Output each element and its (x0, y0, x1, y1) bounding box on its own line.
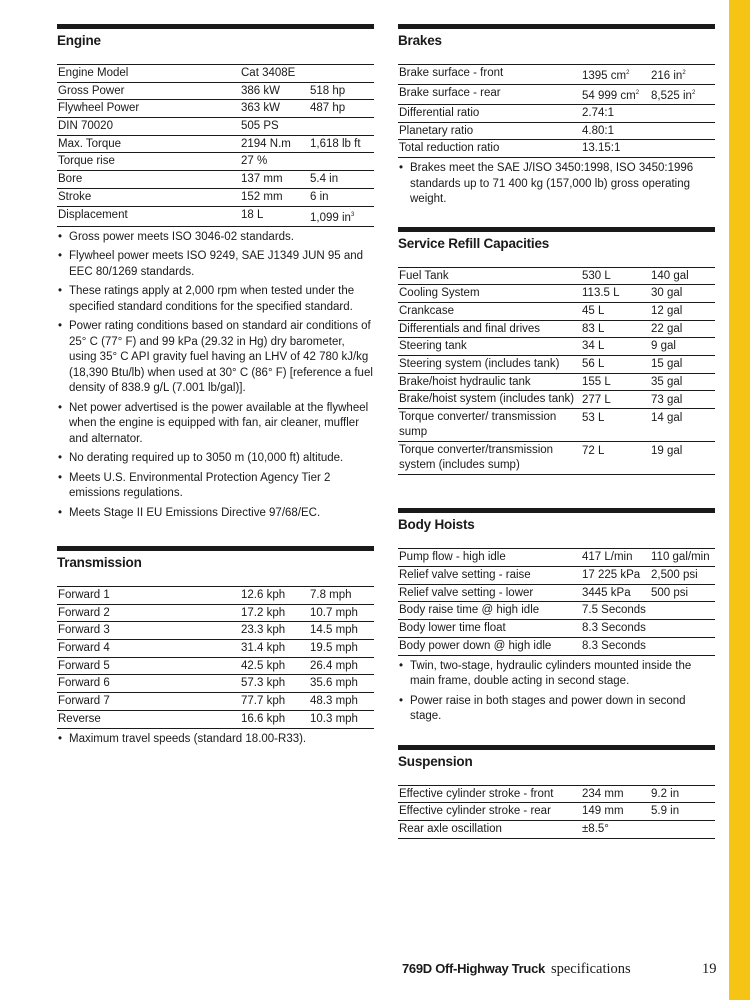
table-row (57, 118, 374, 136)
table-row (57, 135, 374, 153)
suspension-table (398, 785, 715, 839)
row-v2: 48.3 mph (310, 695, 358, 708)
table-row (398, 356, 715, 374)
table-row (57, 153, 374, 171)
yellow-edge-bar (729, 0, 750, 1000)
table-row (398, 140, 715, 158)
row-label: Forward 7 (58, 695, 110, 708)
row-label: Torque converter/ transmission sump (399, 411, 557, 439)
row-v1: 83 L (582, 322, 605, 335)
row-label: Brake/hoist system (includes tank) (399, 393, 575, 406)
row-label: Total reduction ratio (399, 142, 500, 155)
table-row (398, 105, 715, 123)
note-item: • Power raise in both stages and power down in second stage. (398, 694, 715, 725)
row-v2 (309, 118, 374, 136)
row-v2: 5.4 in (310, 173, 339, 186)
note-item: • Meets U.S. Environmental Protection Agency Tier 2 emissions regulations. (57, 471, 374, 502)
footer-model: 769D Off-Highway Truck (402, 961, 545, 976)
table-row (398, 267, 715, 285)
brakes-section (398, 24, 715, 208)
row-v2: 26.4 mph (310, 659, 358, 672)
note-item: • Net power advertised is the power available at the flywheel when the engine is equipped with fan, air cleaner, muffler and alternator. (57, 401, 374, 448)
table-row (398, 302, 715, 320)
row-v2: 7.8 mph (310, 589, 352, 601)
engine-title: Engine (57, 33, 101, 48)
table-row (398, 620, 715, 638)
table-row (398, 602, 715, 620)
row-v1: 277 L (582, 394, 611, 407)
table-row (398, 391, 715, 409)
row-v1: 155 L (582, 375, 611, 388)
row-v2: 30 gal (651, 287, 683, 300)
table-row (398, 820, 715, 838)
row-label: Torque converter/transmission system (includes sump) (399, 444, 554, 472)
row-v2 (650, 122, 715, 140)
table-row (398, 285, 715, 303)
table-row (57, 604, 374, 622)
row-v2 (309, 153, 374, 171)
row-v1: 530 L (582, 269, 611, 282)
row-v2: 2,500 psi (651, 569, 698, 582)
note-item: • Maximum travel speeds (standard 18.00-R33). (57, 732, 374, 748)
table-row (57, 65, 374, 83)
row-label: Brake surface - rear (399, 87, 501, 99)
row-v1: 4.80:1 (582, 124, 614, 137)
row-v1: 8.3 Seconds (582, 639, 646, 652)
brakes-title: Brakes (398, 33, 442, 48)
table-row (398, 584, 715, 602)
brakes-notes (398, 161, 715, 208)
row-v2 (650, 620, 715, 638)
table-row (398, 567, 715, 585)
page-footer (402, 961, 722, 978)
row-v1: 386 kW (241, 84, 280, 97)
row-v2: 19.5 mph (310, 642, 358, 655)
engine-table (57, 64, 374, 227)
note-item: • Gross power meets ISO 3046-02 standards. (57, 230, 374, 246)
row-label: Forward 5 (58, 659, 110, 672)
row-v1: 1395 $cm^2$ (582, 70, 630, 82)
row-v2: 22 gal (651, 322, 683, 335)
row-v1: 42.5 kph (241, 659, 286, 672)
left-column (57, 24, 374, 751)
brakes-table (398, 64, 715, 158)
row-v1: 45 L (582, 304, 605, 317)
hoists-title: Body Hoists (398, 517, 475, 533)
row-v1: 2.74:1 (582, 107, 614, 119)
row-v1: 34 L (582, 340, 605, 353)
note-item: • Power rating conditions based on standard air conditions of 25° C (77° F) and 99 kPa (29.32 in Hg) dry barometer, using 35° C API gravity fuel having an LHV of 42 780 kJ/kg (18,390 Btu/lb) when used at 30° C (86° F) [reference a fuel density of 838.9 g/L (7.001 lb/gal)]. (57, 319, 374, 397)
row-v2: 14.5 mph (310, 624, 358, 637)
row-label: Max. Torque (58, 137, 122, 150)
row-label: Reverse (58, 712, 101, 725)
suspension-section (398, 745, 715, 839)
row-v2: 1,099 $in^3$ (310, 211, 355, 224)
row-label: Forward 6 (58, 677, 110, 690)
row-v1: 363 kW (241, 102, 280, 115)
row-v1: 149 mm (582, 805, 624, 818)
row-v2: 518 hp (310, 84, 346, 97)
row-label: Brake surface - front (399, 67, 504, 79)
row-label: Forward 2 (58, 606, 110, 619)
hoists-section (398, 508, 715, 724)
row-v2: 35 gal (651, 375, 683, 388)
row-v1: 72 L (582, 445, 605, 458)
table-row (57, 657, 374, 675)
row-label: Brake/hoist hydraulic tank (399, 375, 531, 388)
row-v2: 10.3 mph (310, 712, 358, 725)
row-label: Cooling System (399, 287, 480, 300)
row-v2 (650, 820, 715, 838)
row-v1: 8.3 Seconds (582, 622, 646, 635)
row-label: Forward 1 (58, 589, 110, 601)
row-v2: 110 gal/min (651, 551, 710, 564)
row-v1: 56 L (582, 358, 605, 370)
row-v2: 9.2 in (651, 787, 680, 800)
row-v1: 13.15:1 (582, 142, 621, 155)
row-label: Body power down @ high idle (399, 639, 552, 652)
row-v1: 23.3 kph (241, 624, 286, 637)
table-row (57, 188, 374, 206)
row-v2: 12 gal (651, 304, 683, 317)
row-label: Torque rise (58, 155, 115, 168)
table-row (398, 637, 715, 655)
table-row (398, 409, 715, 442)
note-item: • Twin, two-stage, hydraulic cylinders mounted inside the main frame, double acting in second stage. (398, 659, 715, 690)
row-v1: 77.7 kph (241, 695, 286, 708)
table-row (57, 587, 374, 605)
row-label: Differentials and final drives (399, 322, 541, 335)
service-table (398, 267, 715, 476)
table-row (57, 171, 374, 189)
row-v1: 17 225 kPa (582, 569, 641, 582)
row-v2: 14 gal (651, 412, 683, 425)
row-label: Displacement (58, 208, 128, 221)
table-row (57, 710, 374, 728)
footer-label: specifications (550, 961, 631, 977)
row-v2: 10.7 mph (310, 606, 358, 619)
table-row (398, 338, 715, 356)
table-row (57, 82, 374, 100)
table-row (57, 693, 374, 711)
row-v2 (309, 65, 374, 83)
row-v1: 18 L (241, 208, 264, 221)
row-v1: 137 mm (241, 173, 283, 186)
transmission-notes (57, 732, 374, 748)
row-v2: 8,525 $in^2$ (651, 90, 696, 102)
row-label: Engine Model (58, 67, 129, 79)
row-v2: 9 gal (651, 340, 676, 353)
table-row (398, 442, 715, 475)
row-v2: 1,618 lb ft (310, 137, 361, 150)
service-title: Service Refill Capacities (398, 235, 550, 251)
row-v1: 505 PS (241, 120, 279, 133)
row-v1: 7.5 Seconds (582, 604, 646, 617)
row-v1: 57.3 kph (241, 677, 286, 690)
row-label: Body lower time float (399, 622, 506, 635)
hoists-table (398, 548, 715, 655)
table-row (398, 65, 715, 85)
row-label: Body raise time @ high idle (399, 604, 540, 617)
table-row (398, 373, 715, 391)
note-item: • Meets Stage II EU Emissions Directive 97/68/EC. (57, 506, 374, 522)
row-v2: 6 in (310, 190, 329, 203)
row-v2 (650, 637, 715, 655)
row-v2: 73 gal (651, 394, 683, 407)
row-v2: 35.6 mph (310, 677, 358, 690)
row-label: Differential ratio (399, 107, 480, 119)
table-row (398, 803, 715, 821)
row-v1: 54 999 $cm^2$ (582, 90, 640, 102)
table-row (57, 206, 374, 226)
row-v2: 216 $in^2$ (651, 70, 686, 82)
note-item: • Brakes meet the SAE J/ISO 3450:1998, ISO 3450:1996 standards up to 71 400 kg (157,000 lb) gross operating weight. (398, 161, 715, 208)
row-label: Crankcase (399, 304, 454, 317)
row-v1: 3445 kPa (582, 586, 631, 599)
row-v1: 12.6 kph (241, 589, 286, 601)
suspension-title: Suspension (398, 753, 473, 769)
row-label: Relief valve setting - raise (399, 569, 531, 582)
table-row (398, 549, 715, 567)
row-label: DIN 70020 (58, 120, 113, 133)
row-v1: 417 L/min (582, 551, 633, 564)
table-row (57, 622, 374, 640)
row-label: Flywheel Power (58, 102, 140, 115)
page-number: 19 (702, 961, 717, 977)
row-v1: 31.4 kph (241, 642, 286, 655)
table-row (57, 100, 374, 118)
row-v2 (650, 105, 715, 123)
row-label: Steering system (includes tank) (399, 358, 560, 370)
note-item: • Flywheel power meets ISO 9249, SAE J1349 JUN 95 and EEC 80/1269 standards. (57, 249, 374, 280)
table-row (398, 320, 715, 338)
row-label: Rear axle oscillation (399, 822, 502, 835)
service-section (398, 227, 715, 476)
transmission-title: Transmission (57, 555, 142, 570)
row-label: Effective cylinder stroke - front (399, 787, 554, 800)
note-item: • No derating required up to 3050 m (10,000 ft) altitude. (57, 451, 374, 467)
row-label: Effective cylinder stroke - rear (399, 805, 551, 818)
row-label: Forward 3 (58, 624, 110, 637)
hoists-notes (398, 659, 715, 725)
row-label: Steering tank (399, 340, 467, 353)
transmission-section (57, 546, 374, 747)
row-v2: 487 hp (310, 102, 346, 115)
row-v2 (650, 602, 715, 620)
row-label: Bore (58, 173, 83, 186)
row-v2: 140 gal (651, 269, 689, 282)
table-row (398, 122, 715, 140)
transmission-table (57, 586, 374, 729)
row-v1: 113.5 L (582, 287, 620, 300)
row-label: Relief valve setting - lower (399, 586, 534, 599)
row-v1: 27 % (241, 155, 268, 168)
row-v2: 19 gal (651, 445, 683, 458)
row-v1: 16.6 kph (241, 712, 286, 725)
row-v1: 17.2 kph (241, 606, 286, 619)
table-row (398, 85, 715, 105)
row-v1: ±8.5° (582, 822, 609, 835)
row-label: Pump flow - high idle (399, 551, 506, 564)
row-label: Stroke (58, 190, 92, 203)
row-v2: 5.9 in (651, 805, 680, 818)
row-v1: 2194 N.m (241, 137, 291, 150)
row-v1: 234 mm (582, 787, 624, 800)
row-v1: 53 L (582, 412, 605, 425)
row-v2: 500 psi (651, 586, 689, 599)
table-row (57, 675, 374, 693)
row-v1: 152 mm (241, 190, 283, 203)
row-label: Forward 4 (58, 642, 110, 655)
engine-notes (57, 230, 374, 522)
table-row (398, 785, 715, 803)
row-label: Planetary ratio (399, 124, 474, 137)
row-v1: Cat 3408E (241, 67, 296, 79)
row-label: Gross Power (58, 84, 125, 97)
right-column (398, 24, 715, 839)
row-label: Fuel Tank (399, 269, 449, 282)
note-item: • These ratings apply at 2,000 rpm when tested under the specified standard conditions for the specified standard. (57, 284, 374, 315)
row-v2: 15 gal (651, 358, 683, 370)
row-v2 (650, 140, 715, 158)
table-row (57, 640, 374, 658)
engine-section (57, 24, 374, 521)
